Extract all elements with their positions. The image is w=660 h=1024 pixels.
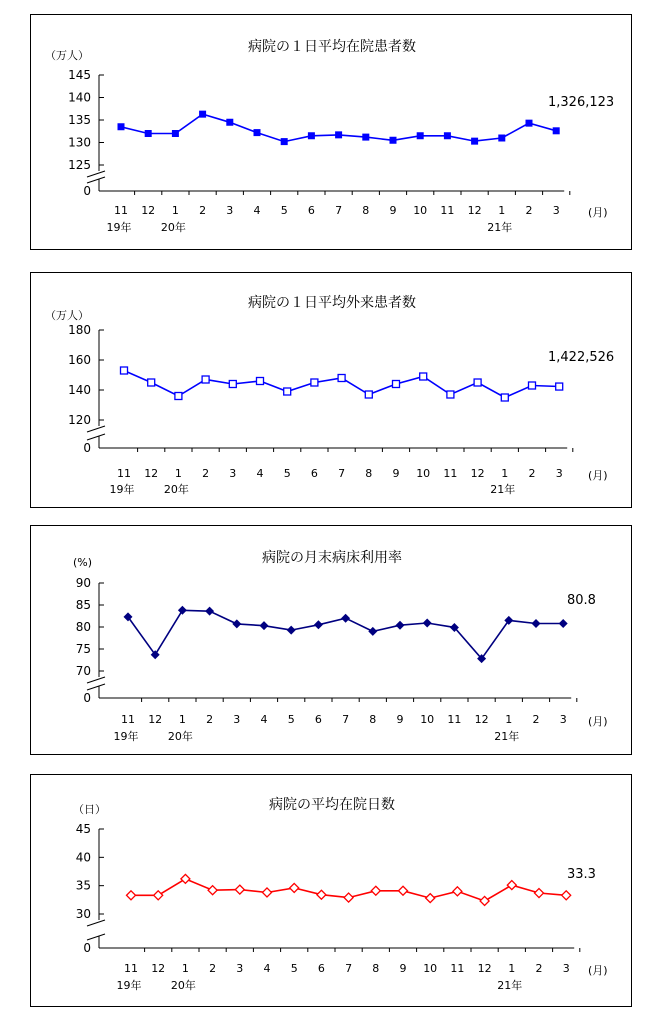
x-tick-label: 11 (117, 467, 131, 480)
y-tick-label: 40 (75, 850, 91, 865)
x-tick-label: 5 (290, 962, 298, 975)
x-axis-unit: (月) (588, 715, 608, 728)
data-point (556, 383, 563, 390)
data-point (338, 375, 345, 382)
data-point (559, 619, 568, 628)
x-year-label: 19年 (113, 730, 139, 743)
x-year-label: 20年 (170, 979, 196, 992)
y-tick-label: 120 (68, 413, 91, 427)
data-point (480, 896, 489, 905)
data-point (199, 111, 206, 118)
x-tick-label: 4 (260, 713, 268, 726)
data-point (287, 626, 296, 635)
chart-panel-bed-utilization (30, 525, 632, 755)
data-point (260, 621, 269, 630)
data-point (308, 132, 315, 139)
data-point (226, 119, 233, 126)
y-tick-label: 130 (68, 135, 91, 150)
y-tick-label: 30 (75, 907, 91, 921)
y-tick-label: 125 (68, 158, 91, 172)
x-tick-label: 9 (389, 204, 397, 217)
x-tick-label: 9 (396, 713, 404, 726)
data-point (423, 619, 432, 628)
data-point (417, 132, 424, 139)
y-tick-label: 145 (68, 68, 91, 82)
data-point (205, 607, 214, 616)
y-axis-unit: （日） (73, 803, 106, 816)
last-value-label: 1,326,123 (548, 95, 615, 110)
x-tick-label: 6 (314, 713, 322, 726)
axis-break-mark (87, 177, 105, 183)
data-point (526, 120, 533, 127)
y-tick-label: 75 (75, 642, 91, 656)
data-point (553, 127, 560, 134)
y-tick-label: 160 (68, 353, 91, 367)
x-tick-label: 5 (280, 204, 288, 217)
data-point (254, 129, 261, 136)
data-point (371, 886, 380, 895)
x-tick-label: 11 (447, 713, 462, 726)
x-tick-label: 4 (253, 204, 261, 217)
last-value-label: 33.3 (567, 867, 596, 882)
data-point (284, 388, 291, 395)
data-point (178, 606, 187, 615)
data-point (390, 137, 397, 144)
data-point (314, 620, 323, 629)
x-tick-label: 1 (178, 713, 186, 726)
x-axis-unit: (月) (588, 469, 608, 482)
y-tick-label: 180 (68, 323, 91, 337)
data-point (229, 381, 236, 388)
x-tick-label: 2 (202, 467, 210, 480)
x-tick-label: 3 (562, 962, 570, 975)
chart-panel-average-stay (30, 774, 632, 1007)
x-tick-label: 6 (307, 204, 315, 217)
x-tick-label: 10 (416, 467, 431, 480)
x-tick-label: 3 (226, 204, 234, 217)
x-tick-label: 1 (508, 962, 516, 975)
x-tick-label: 3 (236, 962, 244, 975)
data-point (399, 886, 408, 895)
data-point (341, 614, 350, 623)
data-point (368, 627, 377, 636)
x-tick-label: 12 (470, 467, 485, 480)
data-point (335, 131, 342, 138)
data-point (507, 881, 516, 890)
x-tick-label: 2 (206, 713, 214, 726)
y-axis-unit: （万人） (45, 309, 89, 322)
axis-break-mark (87, 934, 105, 940)
x-tick-label: 11 (440, 204, 455, 217)
data-point (172, 130, 179, 137)
chart-title: 病院の月末病床利用率 (262, 550, 402, 566)
x-year-label: 21年 (494, 730, 520, 743)
y-tick-label: 45 (75, 822, 91, 836)
x-tick-label: 12 (474, 713, 489, 726)
y-tick-zero-label: 0 (83, 441, 91, 455)
x-tick-label: 11 (121, 713, 135, 726)
data-point (235, 885, 244, 894)
data-point (118, 123, 125, 130)
chart-bed-utilization (31, 526, 633, 756)
data-point (232, 619, 241, 628)
axis-break-mark (87, 434, 105, 440)
y-tick-label: 140 (68, 383, 91, 397)
y-tick-label: 90 (75, 576, 91, 590)
x-tick-label: 3 (555, 467, 563, 480)
data-point (208, 886, 217, 895)
x-tick-label: 8 (372, 962, 380, 975)
y-axis-unit: (%) (73, 556, 93, 569)
data-point (393, 381, 400, 388)
chart-panel-outpatients (30, 272, 632, 508)
data-point (535, 889, 544, 898)
chart-inpatients (31, 15, 633, 251)
data-point (344, 893, 353, 902)
y-tick-label: 140 (68, 90, 91, 105)
data-point (498, 135, 505, 142)
data-point (444, 132, 451, 139)
x-year-label: 21年 (497, 979, 523, 992)
axis-break-mark (87, 684, 105, 690)
x-year-label: 20年 (163, 483, 189, 496)
x-tick-label: 2 (209, 962, 217, 975)
x-tick-label: 5 (283, 467, 291, 480)
data-point (181, 874, 190, 883)
x-tick-label: 12 (467, 204, 482, 217)
data-point (311, 379, 318, 386)
x-tick-label: 7 (338, 467, 346, 480)
chart-title: 病院の１日平均在院患者数 (248, 39, 416, 55)
data-point (202, 376, 209, 383)
x-tick-label: 12 (141, 204, 156, 217)
x-tick-label: 1 (501, 467, 509, 480)
x-tick-label: 10 (423, 962, 438, 975)
x-tick-label: 2 (525, 204, 533, 217)
chart-average-stay (31, 775, 633, 1008)
data-point (362, 134, 369, 141)
x-tick-label: 3 (552, 204, 560, 217)
y-tick-label: 85 (75, 598, 91, 612)
x-axis-unit: (月) (588, 206, 608, 219)
x-tick-label: 10 (420, 713, 435, 726)
x-year-label: 20年 (160, 221, 186, 234)
x-tick-label: 3 (229, 467, 237, 480)
data-point (365, 391, 372, 398)
chart-title: 病院の１日平均外来患者数 (248, 295, 416, 311)
y-tick-label: 135 (68, 113, 91, 127)
y-tick-zero-label: 0 (83, 691, 91, 705)
x-tick-label: 9 (392, 467, 400, 480)
data-point (471, 138, 478, 145)
x-tick-label: 1 (174, 467, 182, 480)
data-point (127, 891, 136, 900)
x-tick-label: 6 (310, 467, 318, 480)
x-tick-label: 11 (450, 962, 465, 975)
x-tick-label: 4 (256, 467, 264, 480)
x-tick-label: 1 (505, 713, 513, 726)
data-point (290, 883, 299, 892)
x-tick-label: 12 (144, 467, 159, 480)
x-tick-label: 12 (477, 962, 492, 975)
data-point (532, 619, 541, 628)
chart-title: 病院の平均在院日数 (269, 797, 395, 813)
x-tick-label: 2 (535, 962, 543, 975)
x-tick-label: 8 (362, 204, 370, 217)
y-axis-unit: （万人） (45, 49, 89, 62)
x-tick-label: 1 (498, 204, 506, 217)
data-point (148, 379, 155, 386)
data-point (426, 894, 435, 903)
x-tick-label: 7 (335, 204, 343, 217)
data-point (420, 373, 427, 380)
x-tick-label: 1 (181, 962, 189, 975)
x-tick-label: 6 (317, 962, 325, 975)
y-tick-zero-label: 0 (83, 941, 91, 955)
data-point (263, 888, 272, 897)
x-tick-label: 2 (528, 467, 536, 480)
y-tick-label: 80 (75, 620, 91, 634)
data-point (474, 379, 481, 386)
x-tick-label: 2 (199, 204, 207, 217)
data-point (562, 891, 571, 900)
x-year-label: 19年 (109, 483, 135, 496)
data-point (529, 382, 536, 389)
x-year-label: 19年 (116, 979, 142, 992)
x-tick-label: 4 (263, 962, 271, 975)
x-year-label: 19年 (106, 221, 132, 234)
y-tick-label: 35 (75, 878, 91, 893)
x-tick-label: 3 (233, 713, 241, 726)
x-tick-label: 7 (342, 713, 350, 726)
x-tick-label: 3 (559, 713, 567, 726)
data-point (145, 130, 152, 137)
last-value-label: 80.8 (567, 593, 596, 608)
data-point (154, 891, 163, 900)
x-year-label: 21年 (490, 483, 516, 496)
x-tick-label: 12 (151, 962, 166, 975)
x-tick-label: 11 (114, 204, 128, 217)
data-point (447, 391, 454, 398)
last-value-label: 1,422,526 (548, 350, 615, 365)
data-point (396, 621, 405, 630)
data-point (453, 887, 462, 896)
data-point (501, 394, 508, 401)
x-tick-label: 5 (287, 713, 295, 726)
x-tick-label: 10 (413, 204, 428, 217)
x-tick-label: 11 (443, 467, 458, 480)
x-tick-label: 7 (345, 962, 353, 975)
x-tick-label: 9 (399, 962, 407, 975)
x-tick-label: 2 (532, 713, 540, 726)
y-tick-zero-label: 0 (83, 184, 91, 198)
chart-outpatients (31, 273, 633, 509)
data-point (257, 378, 264, 385)
x-tick-label: 8 (369, 713, 377, 726)
chart-panel-inpatients (30, 14, 632, 250)
data-point (317, 890, 326, 899)
x-tick-label: 12 (148, 713, 163, 726)
x-tick-label: 11 (124, 962, 138, 975)
x-year-label: 20年 (167, 730, 193, 743)
y-tick-label: 70 (75, 664, 91, 678)
data-point (121, 367, 128, 374)
data-point (281, 138, 288, 145)
x-axis-unit: (月) (588, 964, 608, 977)
x-tick-label: 8 (365, 467, 373, 480)
x-year-label: 21年 (487, 221, 513, 234)
x-tick-label: 1 (171, 204, 179, 217)
data-point (175, 393, 182, 400)
